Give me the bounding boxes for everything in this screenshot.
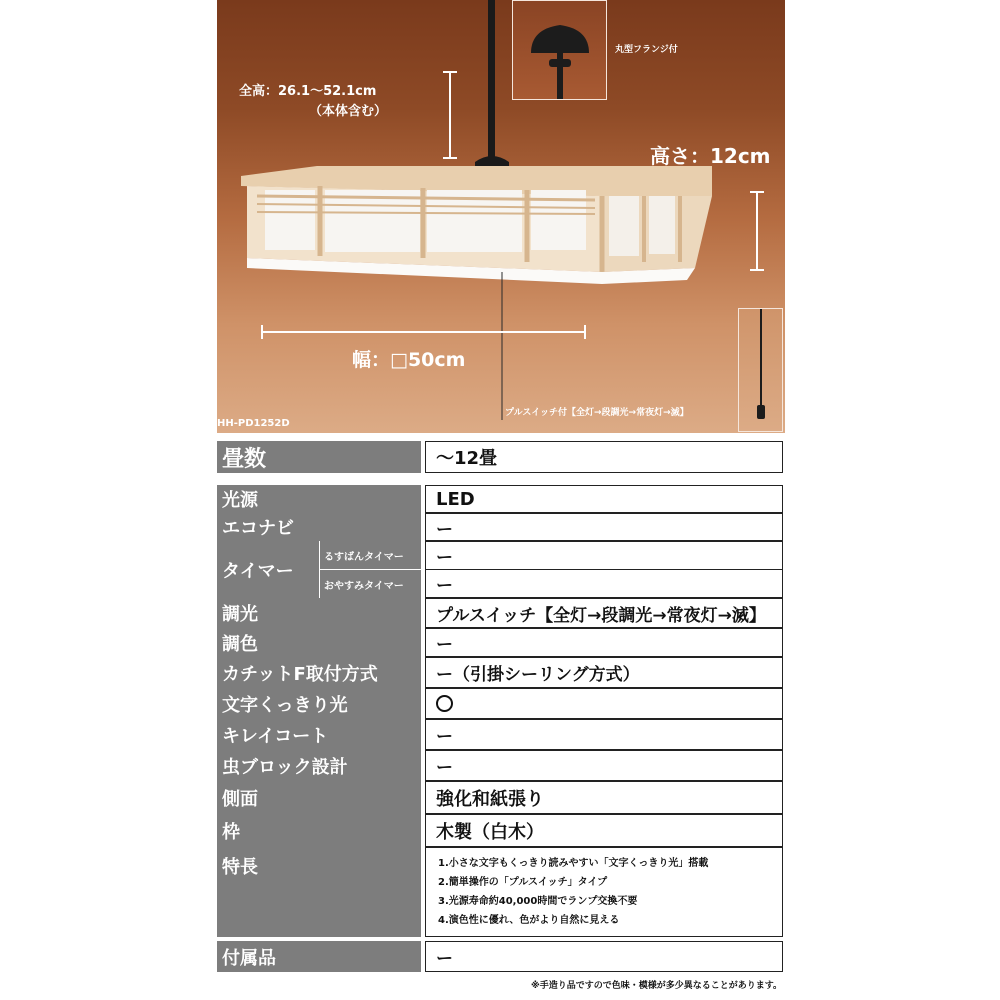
spec-label: 調光 bbox=[217, 598, 421, 628]
spec-label: 光源 bbox=[217, 485, 421, 513]
feature-item: 3.光源寿命約40,000時間でランプ交換不要 bbox=[438, 896, 638, 907]
spec-label: エコナビ bbox=[217, 513, 421, 541]
spec-label: 調色 bbox=[217, 628, 421, 657]
pull-switch-icon bbox=[739, 309, 782, 431]
spec-row-frame bbox=[217, 814, 783, 847]
circle-icon bbox=[436, 695, 453, 712]
model-number: HH-PD1252D bbox=[217, 418, 290, 429]
spec-row-clean-coat bbox=[217, 719, 783, 750]
spec-value: ー（引掛シーリング方式） bbox=[425, 657, 783, 688]
spec-value: ー bbox=[425, 569, 783, 598]
footnote: ※手造り品ですので色味・模様が多少異なることがあります。 bbox=[530, 981, 782, 991]
spec-label: 畳数 bbox=[217, 441, 421, 473]
spec-label: 側面 bbox=[217, 781, 421, 814]
feature-item: 1.小さな文字もくっきり読みやすい「文字くっきり光」搭載 bbox=[438, 858, 709, 869]
spec-label: 付属品 bbox=[217, 941, 421, 972]
spec-value: ー bbox=[425, 750, 783, 781]
width-label: 幅：□50cm bbox=[352, 349, 466, 371]
spec-row-eco-navi bbox=[217, 513, 783, 541]
spec-value: LED bbox=[425, 485, 783, 513]
spec-row-side bbox=[217, 781, 783, 814]
spec-row-accessories bbox=[217, 941, 783, 972]
spec-value: 木製（白木） bbox=[425, 814, 783, 847]
spec-value: ー bbox=[425, 513, 783, 541]
feature-item: 2.簡単操作の「プルスイッチ」タイプ bbox=[438, 877, 608, 888]
spec-value bbox=[425, 688, 783, 719]
pull-switch-inset bbox=[738, 308, 783, 432]
spec-row-light-source bbox=[217, 485, 783, 513]
spec-label: 特長 bbox=[217, 847, 421, 937]
total-height-note: （本体含む） bbox=[309, 104, 388, 119]
spec-label: 文字くっきり光 bbox=[217, 688, 421, 719]
pull-switch-label: プルスイッチ付【全灯→段調光→常夜灯→滅】 bbox=[505, 408, 689, 418]
spec-label: 虫ブロック設計 bbox=[217, 750, 421, 781]
spec-row-text-light bbox=[217, 688, 783, 719]
spec-row-features bbox=[217, 847, 783, 937]
spec-value: 強化和紙張り bbox=[425, 781, 783, 814]
flange-inset bbox=[512, 0, 607, 100]
flange-icon bbox=[513, 1, 606, 99]
spec-value: ～12畳 bbox=[425, 441, 783, 473]
body-height-label: 高さ：12cm bbox=[650, 144, 771, 168]
spec-value: ー bbox=[425, 941, 783, 972]
spec-label: タイマー bbox=[217, 541, 319, 598]
total-height-label: 全高：26.1～52.1cm bbox=[239, 84, 377, 99]
spec-label: カチットF取付方式 bbox=[217, 657, 421, 688]
spec-row-bug-block bbox=[217, 750, 783, 781]
spec-value: プルスイッチ【全灯→段調光→常夜灯→滅】 bbox=[425, 598, 783, 628]
spec-row-tatami bbox=[217, 441, 783, 473]
spec-label: 枠 bbox=[217, 814, 421, 847]
spec-value: ー bbox=[425, 628, 783, 657]
features-list bbox=[425, 847, 783, 937]
pendant-light-illustration bbox=[217, 0, 785, 433]
product-photo bbox=[217, 0, 785, 433]
flange-label: 丸型フランジ付 bbox=[615, 45, 678, 55]
spec-row-dimming bbox=[217, 598, 783, 628]
spec-sublabel: るすばんタイマー bbox=[319, 541, 421, 569]
spec-sublabel: おやすみタイマー bbox=[319, 570, 421, 598]
spec-value: ー bbox=[425, 541, 783, 570]
spec-label: キレイコート bbox=[217, 719, 421, 750]
spec-row-mount bbox=[217, 657, 783, 688]
spec-row-color-tone bbox=[217, 628, 783, 657]
spec-value: ー bbox=[425, 719, 783, 750]
spec-row-timer bbox=[217, 541, 783, 598]
feature-item: 4.演色性に優れ、色がより自然に見える bbox=[438, 915, 620, 926]
